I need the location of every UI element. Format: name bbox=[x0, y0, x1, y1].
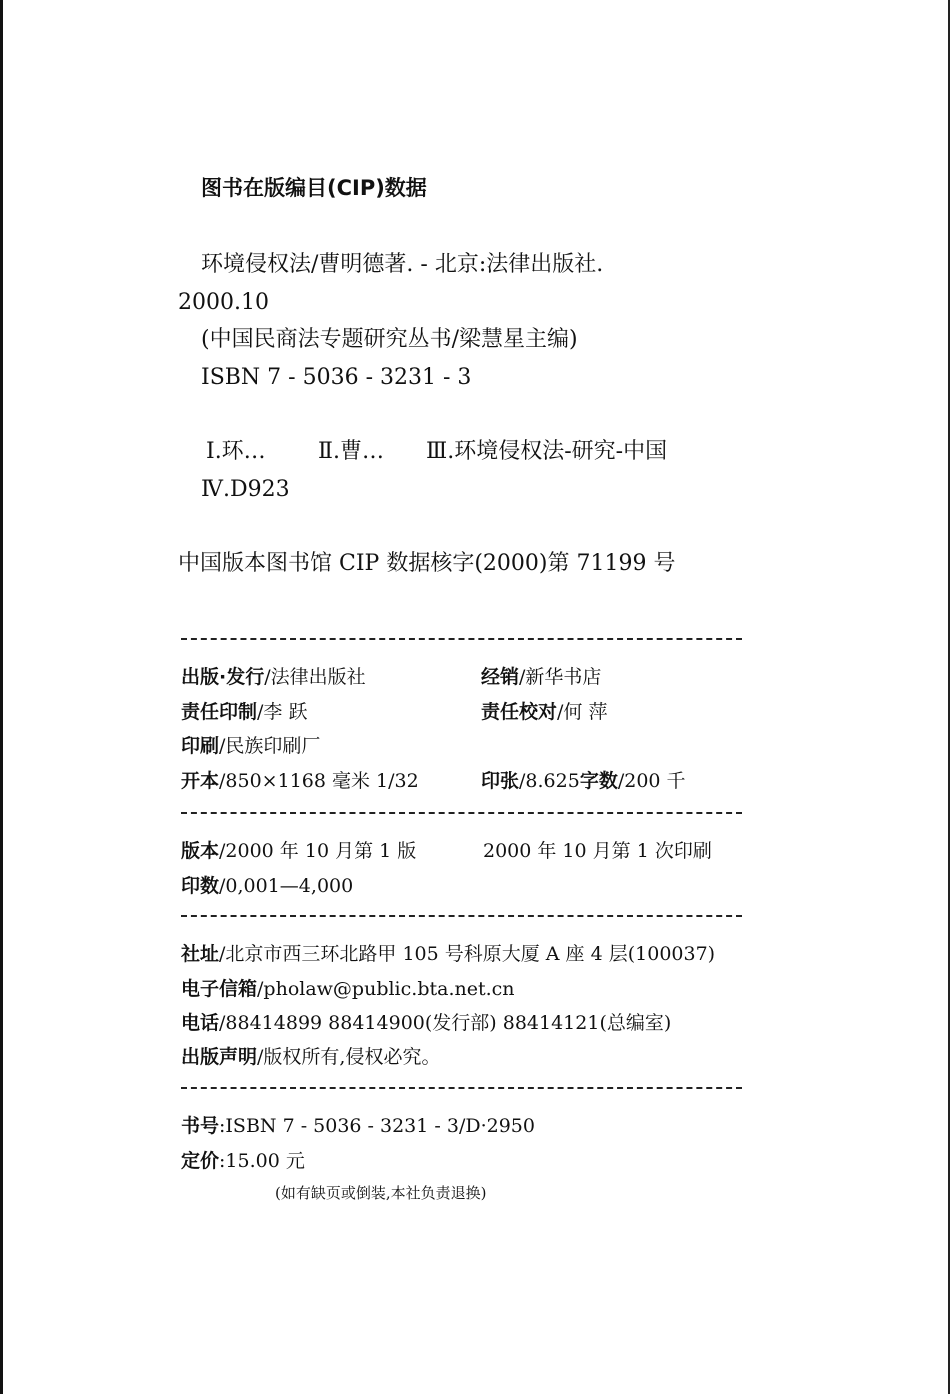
divider-4 bbox=[181, 1087, 742, 1089]
rights-value: /版权所有,侵权必究。 bbox=[257, 1046, 441, 1068]
book-number-row bbox=[181, 1117, 535, 1136]
print-editor-label: 责任印制 bbox=[181, 701, 258, 723]
publisher-row bbox=[181, 668, 366, 687]
publisher-value: /法律出版社 bbox=[264, 666, 366, 688]
divider-3 bbox=[181, 915, 742, 917]
sheets-value: /8.625 bbox=[519, 770, 580, 792]
format-row bbox=[181, 772, 419, 791]
price-row bbox=[181, 1152, 305, 1171]
publisher-label: 出版·发行 bbox=[181, 666, 265, 688]
sheets-words-row bbox=[481, 772, 686, 791]
print-editor-value: /李 跃 bbox=[257, 701, 308, 723]
print-run-value: /0,001—4,000 bbox=[219, 875, 354, 897]
email-value: /pholaw@public.bta.net.cn bbox=[257, 978, 515, 1000]
phone-label: 电话 bbox=[181, 1012, 220, 1034]
phone-row bbox=[181, 1014, 671, 1033]
print-editor-row bbox=[181, 703, 307, 722]
cip-class-i: Ⅰ.环… bbox=[206, 439, 266, 464]
format-label: 开本 bbox=[181, 770, 220, 792]
price-value: :15.00 元 bbox=[219, 1150, 305, 1172]
distributor-row bbox=[481, 668, 601, 687]
divider-2 bbox=[181, 812, 742, 814]
format-value: /850×1168 毫米 1/32 bbox=[219, 770, 419, 792]
book-number-label: 书号 bbox=[181, 1115, 220, 1137]
cip-series-line: (中国民商法专题研究丛书/梁慧星主编) bbox=[201, 327, 578, 352]
rights-label: 出版声明 bbox=[181, 1046, 258, 1068]
sheets-label: 印张 bbox=[481, 770, 520, 792]
edition-value: /2000 年 10 月第 1 版 bbox=[219, 840, 417, 862]
distributor-label: 经销 bbox=[481, 666, 520, 688]
page-left-edge bbox=[0, 0, 3, 1394]
proofreader-row bbox=[481, 703, 607, 722]
email-row bbox=[181, 980, 515, 999]
print-run-row bbox=[181, 877, 353, 896]
rights-row bbox=[181, 1048, 440, 1067]
address-row bbox=[181, 945, 715, 964]
address-label: 社址 bbox=[181, 943, 220, 965]
cip-title-line: 环境侵权法/曹明德著. - 北京:法律出版社. bbox=[201, 252, 604, 277]
cip-class-ii: Ⅱ.曹… bbox=[318, 439, 384, 464]
divider-1 bbox=[181, 638, 742, 640]
address-value: /北京市西三环北路甲 105 号科原大厦 A 座 4 层(100037) bbox=[219, 943, 716, 965]
email-label: 电子信箱 bbox=[181, 978, 258, 1000]
printer-row bbox=[181, 737, 320, 756]
print-run-label: 印数 bbox=[181, 875, 220, 897]
phone-value: /88414899 88414900(发行部) 88414121(总编室) bbox=[219, 1012, 672, 1034]
book-number-value: :ISBN 7 - 5036 - 3231 - 3/D·2950 bbox=[219, 1115, 535, 1137]
cip-heading: 图书在版编目(CIP)数据 bbox=[201, 176, 427, 200]
edition-row bbox=[181, 842, 416, 861]
proofreader-label: 责任校对 bbox=[481, 701, 558, 723]
printer-value: /民族印刷厂 bbox=[219, 735, 321, 757]
cip-verification: 中国版本图书馆 CIP 数据核字(2000)第 71199 号 bbox=[178, 551, 676, 576]
price-label: 定价 bbox=[181, 1150, 220, 1172]
cip-class-iv: Ⅳ.D923 bbox=[201, 477, 290, 502]
proofreader-value: /何 萍 bbox=[557, 701, 608, 723]
return-note: (如有缺页或倒装,本社负责退换) bbox=[275, 1184, 487, 1202]
cip-date-line: 2000.10 bbox=[178, 290, 269, 315]
words-label: 字数 bbox=[579, 770, 618, 792]
cip-isbn-line: ISBN 7 - 5036 - 3231 - 3 bbox=[201, 365, 472, 390]
cip-class-iii: Ⅲ.环境侵权法-研究-中国 bbox=[426, 439, 668, 464]
words-value: /200 千 bbox=[617, 770, 686, 792]
edition-label: 版本 bbox=[181, 840, 220, 862]
distributor-value: /新华书店 bbox=[519, 666, 602, 688]
printer-label: 印刷 bbox=[181, 735, 220, 757]
printing-info: 2000 年 10 月第 1 次印刷 bbox=[483, 840, 712, 862]
